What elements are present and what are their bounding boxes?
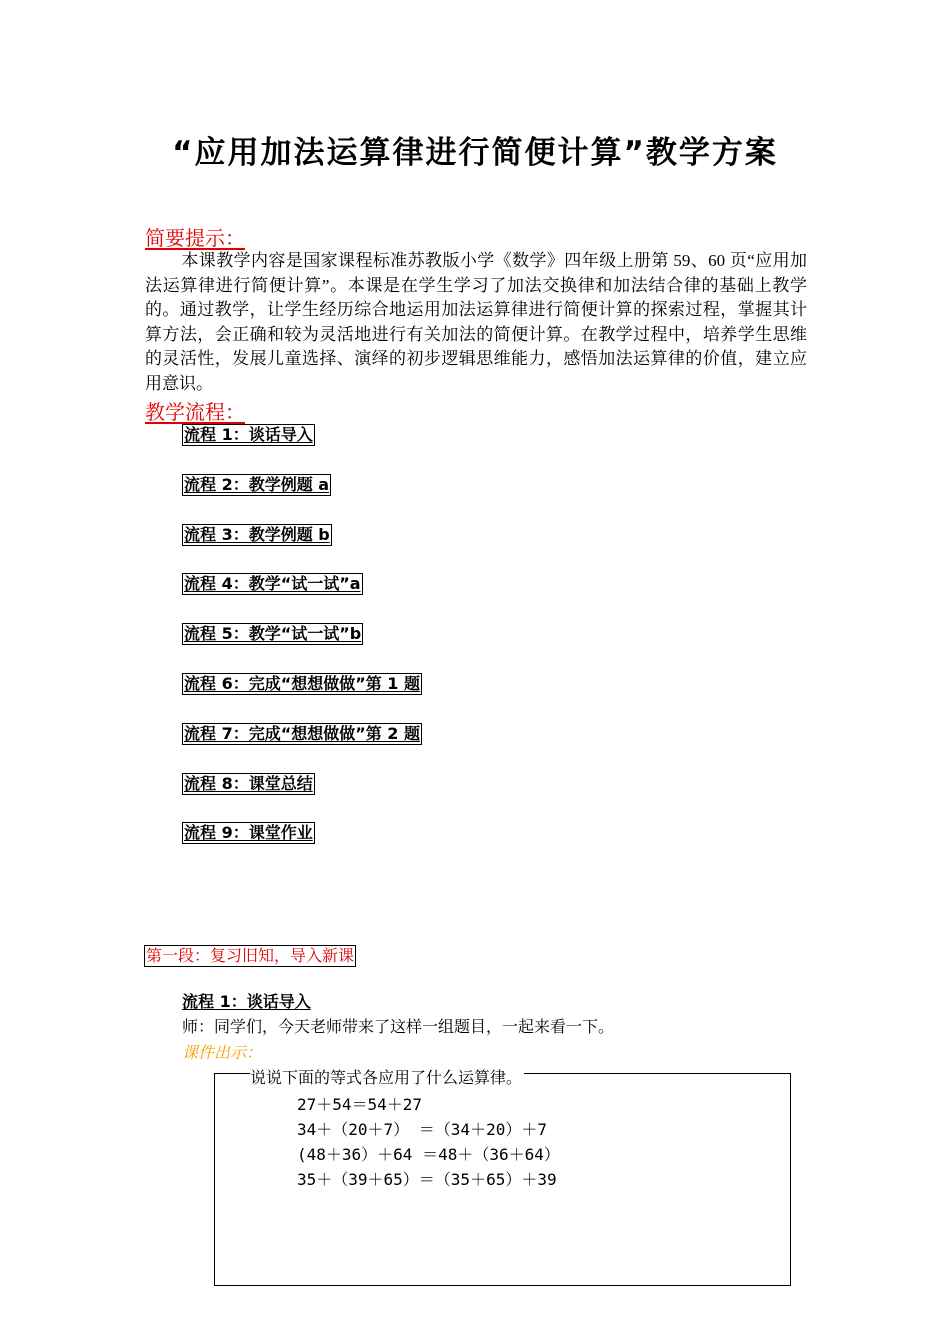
flow-item bbox=[182, 773, 422, 823]
equation: 35＋（39＋65）＝（35＋65）＋39 bbox=[297, 1170, 557, 1189]
section-flow-heading: 流程 1：谈话导入 bbox=[182, 992, 311, 1011]
flow-heading: 教学流程： bbox=[145, 400, 245, 424]
teacher-line: 师：同学们，今天老师带来了这样一组题目，一起来看一下。 bbox=[182, 1017, 615, 1036]
equation: (48＋36）＋64 ＝48＋（36＋64） bbox=[297, 1145, 560, 1164]
equation: 27＋54＝54＋27 bbox=[297, 1095, 423, 1114]
summary-text: 本课教学内容是国家课程标准苏教版小学《数学》四年级上册第 59、60 页“应用加法运算律进行简便计算”。本课是在学生学习了加法交换律和加法结合律的基础上教学的。通过教学，让学生经历综合地运用加法运算律进行简便计算的探索过程，掌握其计算方法，会正确和较为灵活地进行有关加法的简便计算。在教学过程中，培养学生思维的灵活性，发展儿童选择、演绎的初步逻辑思维能力，感悟加法运算律的价值，建立应用意识。 bbox=[145, 251, 807, 393]
flow-list bbox=[182, 424, 422, 872]
flow-link-8[interactable]: 流程 8：课堂总结 bbox=[184, 773, 313, 793]
flow-link-5[interactable]: 流程 5：教学“试一试”b bbox=[184, 624, 362, 644]
summary-paragraph bbox=[145, 249, 807, 396]
document-title: “应用加法运算律进行简便计算”教学方案 bbox=[172, 135, 778, 171]
flow-item bbox=[182, 573, 422, 623]
flow-link-3[interactable]: 流程 3：教学例题 b bbox=[184, 524, 330, 544]
flow-link-7[interactable]: 流程 7：完成“想想做做”第 2 题 bbox=[184, 723, 421, 743]
flow-item bbox=[182, 474, 422, 524]
flow-item bbox=[182, 723, 422, 773]
board-prompt: 说说下面的等式各应用了什么运算律。 bbox=[250, 1068, 523, 1087]
flow-item bbox=[182, 623, 422, 673]
flow-link-9[interactable]: 流程 9：课堂作业 bbox=[184, 823, 313, 843]
equation: 34＋（20＋7） ＝（34＋20）＋7 bbox=[297, 1120, 547, 1139]
flow-item bbox=[182, 524, 422, 574]
flow-item bbox=[182, 673, 422, 723]
flow-link-1[interactable]: 流程 1：谈话导入 bbox=[184, 425, 313, 444]
flow-item bbox=[182, 424, 422, 474]
section-tag: 第一段：复习旧知，导入新课 bbox=[146, 946, 355, 965]
summary-heading: 简要提示： bbox=[145, 226, 245, 250]
equation-list bbox=[297, 1092, 560, 1192]
flow-link-4[interactable]: 流程 4：教学“试一试”a bbox=[184, 574, 361, 594]
courseware-label: 课件出示： bbox=[182, 1043, 263, 1062]
flow-link-6[interactable]: 流程 6：完成“想想做做”第 1 题 bbox=[184, 673, 421, 693]
flow-item bbox=[182, 822, 422, 872]
flow-link-2[interactable]: 流程 2：教学例题 a bbox=[184, 474, 330, 494]
